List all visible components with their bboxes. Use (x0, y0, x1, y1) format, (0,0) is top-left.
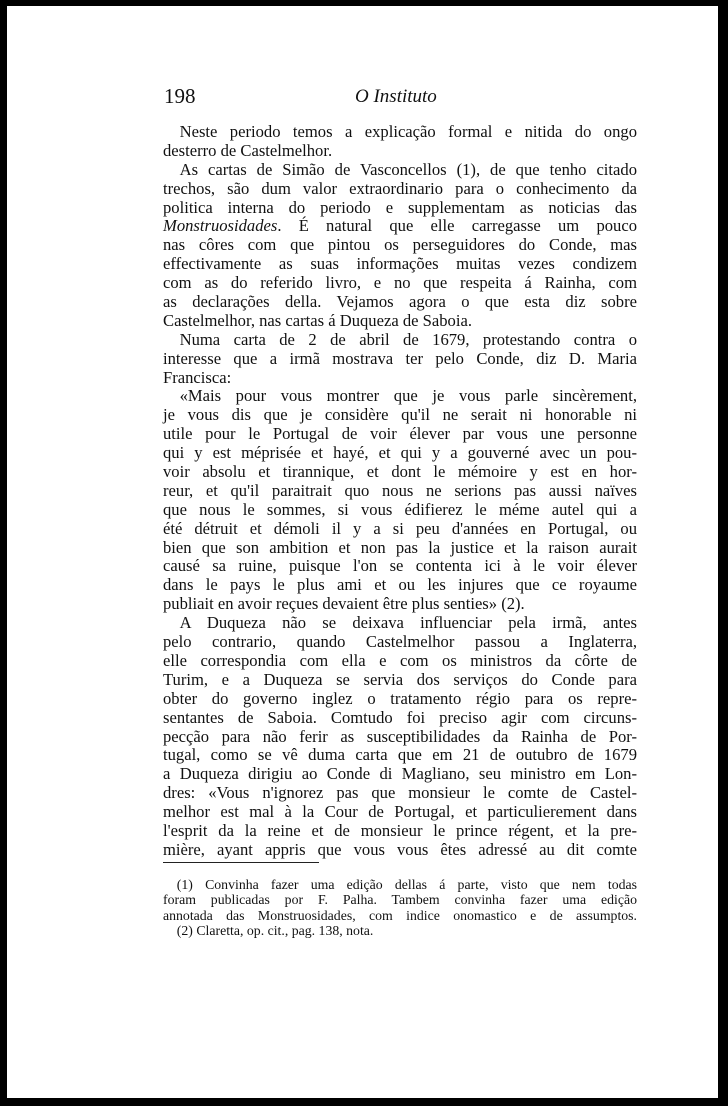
footnote-divider (163, 862, 319, 863)
body-line: nas côres com que pintou os perseguidores do Conde, mas (163, 235, 637, 255)
scan-border-right (718, 0, 728, 1106)
body-line: effectivamente as suas informações muitas vezes condizem (163, 254, 637, 274)
body-line: Francisca: (163, 367, 232, 387)
body-line: utile pour le Portugal de voir élever par vous une personne (163, 424, 637, 444)
body-line: a Duqueza dirigiu ao Conde di Magliano, seu ministro em Lon- (163, 764, 637, 784)
body-line: je vous dis que je considère qu'il ne serait ni honorable ni (163, 405, 637, 425)
body-line: melhor est mal à la Cour de Portugal, et particulierement dans (163, 802, 637, 822)
footnote-line: annotada das Monstruosidades, com indice onomastico e de assumptos. (163, 907, 637, 923)
body-line: «Mais pour vous montrer que je vous parle sincèrement, (163, 386, 637, 406)
body-line: qui y est méprisée et hayé, et qui y a gouverné avec un pou- (163, 443, 637, 463)
body-line: Turim, e a Duqueza se servia dos serviços do Conde para (163, 669, 637, 689)
body-line: que nous le sommes, si vous édifierez le méme autel qui a (163, 499, 637, 519)
body-line: elle correspondia com ella e com os ministros da côrte de (163, 650, 637, 670)
body-line: publiait en avoir reçues devaient être plus senties» (2). (163, 594, 525, 614)
body-line: Monstruosidades. É natural que elle carregasse um pouco (163, 216, 637, 236)
body-line: mière, ayant appris que vous vous êtes adressé au dit comte (163, 839, 637, 859)
body-line: com as do referido livro, e no que respeita á Rainha, com (163, 273, 637, 293)
body-line: dans le pays le plus ami et ou les injures que ce royaume (163, 575, 637, 595)
body-line: pelo contrario, quando Castelmelhor passou a Inglaterra, (163, 632, 637, 652)
body-line: voir absolu et tirannique, et dont le mémoire y est en hor- (163, 462, 637, 482)
scan-border-left (0, 0, 7, 1106)
footnote-line: (2) Claretta, op. cit., pag. 138, nota. (163, 923, 374, 939)
page-number: 198 (164, 84, 196, 108)
footnote-line: foram publicadas por F. Palha. Tambem convinha fazer uma edição (163, 892, 637, 908)
body-line: obter do governo inglez o tratamento régio para os repre- (163, 688, 637, 708)
scan-border-bottom (0, 1098, 728, 1106)
body-line: trechos, são dum valor extraordinario para o conhecimento da (163, 178, 637, 198)
running-title: O Instituto (355, 86, 437, 107)
body-line: A Duqueza não se deixava influenciar pela irmã, antes (163, 613, 637, 633)
body-line: causé sa ruine, puisque l'on se contenta ici à le voir élever (163, 556, 637, 576)
body-line: Castelmelhor, nas cartas á Duqueza de Saboia. (163, 310, 472, 330)
body-line: dres: «Vous n'ignorez pas que monsieur le comte de Castel- (163, 783, 637, 803)
body-line: desterro de Castelmelhor. (163, 140, 333, 160)
body-line: interesse que a irmã mostrava ter pelo Conde, diz D. Maria (163, 348, 637, 368)
body-line: sentantes de Saboia. Comtudo foi preciso agir com circuns- (163, 707, 637, 727)
body-line: tugal, como se vê duma carta que em 21 de outubro de 1679 (163, 745, 637, 765)
body-line: bien que son ambition et non pas la justice et la raison aurait (163, 537, 637, 557)
footnote-line: (1) Convinha fazer uma edição dellas á parte, visto que nem todas (163, 877, 637, 892)
body-line: été détruit et démoli il y a si peu d'années en Portugal, ou (163, 518, 637, 538)
body-line: reur, et qu'il paraitrait quo nous ne serions pas aussi naïves (163, 480, 637, 500)
body-line: pecção para não ferir as susceptibilidades da Rainha de Por- (163, 726, 637, 746)
body-line: l'esprit da la reine et de monsieur le prince régent, et la pre- (163, 820, 637, 840)
body-line: as declarações della. Vejamos agora o que esta diz sobre (163, 292, 637, 312)
body-line: Numa carta de 2 de abril de 1679, protestando contra o (163, 329, 637, 349)
footnotes (163, 877, 637, 939)
body-text (163, 123, 637, 860)
scan-border-top (0, 0, 728, 6)
body-line: Neste periodo temos a explicação formal e nitida do ongo (163, 122, 637, 141)
body-line: politica interna do periodo e supplementam as noticias das (163, 197, 637, 217)
body-line: As cartas de Simão de Vasconcellos (1), de que tenho citado (163, 159, 637, 179)
